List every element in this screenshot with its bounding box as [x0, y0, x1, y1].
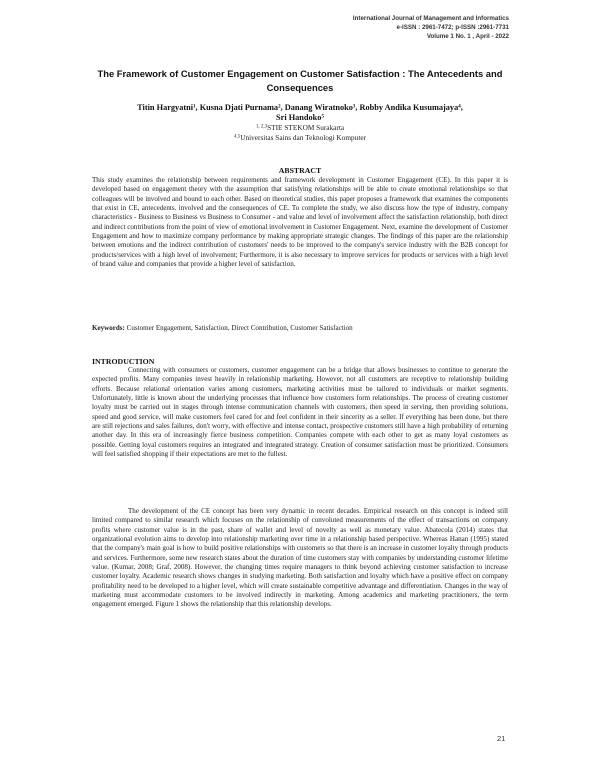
affiliation-sup: 1, 2,3 — [255, 124, 268, 130]
abstract-text: This study examines the relationship between requirements and framework development in Customer Engagement (CE). In this paper it is developed based on engagement theory with the assumption that satisfying relationships will be able to create emotional relationships so that colleagues will be involved and bound to each other. Based on theoretical studies, this paper proposes a framework that examines the components that exist in CE, antecedents. involved and the consequences of CE. To complete the study, we also discuss how the type of industry, company characteristics - Business to Business vs Business to Consumer - and value and level of involvement affect the satisfaction relationship, both direct and indirect contributions from the point of view of emotional involvement in Customer Engagement. Next, examine the development of Customer Engagement and how to maximize company performance by making appropriate strategic changes. The findings of this paper are the relationship between emotions and the indirect contribution of customers' needs to be improved to the company's service industry with the B2B concept for products/services with a high level of involvement; Furthermore, it is also necessary to improve services for products or services with a high level of brand value and companies that provide a higher level of satisfaction. — [92, 176, 508, 269]
author-name: Kusna Djati Purnama — [199, 103, 279, 112]
author-sup: 3 — [352, 104, 356, 110]
author-name: Titin Hargyatni — [137, 103, 194, 112]
affiliation-sup: 4,5 — [233, 134, 241, 139]
page-number: 21 — [497, 734, 506, 743]
journal-name: International Journal of Management and Informatics — [352, 15, 509, 22]
journal-issn: e-ISSN : 2961-7472; p-ISSN :2961-7731 — [396, 24, 509, 32]
affiliation-line — [92, 133, 508, 143]
author-sup: 1 — [193, 104, 196, 110]
author-list: Titin Hargyatni$^1$, Kusna Djati Purnama$^2$, Danang Wiratnoko$^3$, Robby Andika Kusumajaya$^4$, Sri Handoko$^5$ — [137, 103, 463, 122]
author-name: Danang Wiratnoko — [284, 103, 353, 112]
paper-title: The Framework of Customer Engagement on Customer Satisfaction : The Antecedents and Consequences — [97, 68, 503, 93]
introduction-paragraph-1: Connecting with consumers or customers, customer engagement can be a bridge that allows businesses to continue to generate the expected profits. Many companies invest heavily in relationship marketing. However, not all customers are receptive to relationship building efforts. Because relational orientation varies among customers, marketing activities must be tailored to individuals or market segments. Unfortunately, little is known about the underlying processes that influence how customers form relationships. The process of creating customer loyalty must be carried out in stages through intense communication channels with customers, then speed in serving, then providing solutions, speed and good service, will make customers feel cared for and feel confident in their sincerity as a seller. If everything has been done, but there are still rejections and sales failures, don't worry, with effective and intense contact, prospective customers still have a high probability of returning another day. In this era of increasingly fierce business competition. Companies compete with each other to get as many loyal customers as possible. Getting loyal customers requires an integrated and integrated strategy. Creation of consumer satisfaction must be prioritized. Consumers will feel satisfied shopping if their expectations are met to the fullest. — [92, 366, 508, 459]
author-sup: 5 — [321, 114, 324, 120]
affiliation-text: STIE STEKOM Surakarta — [267, 123, 345, 132]
affiliation-line — [92, 123, 508, 133]
introduction-paragraph-2: The development of the CE concept has been very dynamic in recent decades. Empirical research on this concept is indeed still limited compared to similar research which focuses on the relationship of convoluted measurements of the effect of transactions on company profits where customer value is in the past, share of wallet and level of novelty as well as monetary value. Abatecola (2014) states that organizational evolution aims to develop into relationship marketing over time in a relationship based perspective. Whereas Hanan (1995) stated that the company's main goal is how to build positive relationships with customers so that there is an increase in customer loyalty through products and services. Furthermore, some new research states about the duration of time customers stay with companies by understanding customer lifetime value. (Kumar, 2008; Graf, 2008). However, the changing times require managers to think beyond achieving customer satisfaction to increase customer loyalty. Academic research shows changes in studying marketing. Both satisfaction and loyalty which have a positive effect on company profitability need to be developed to a higher level, which will create sustainable competitive advantage and differentiation. Changes in the way of marketing must accommodate customers to be involved indirectly in marketing. Among academics and marketing practitioners, the term engagement emerged. Figure 1 shows the relationship that this relationship develops. — [92, 507, 508, 609]
introduction-heading: INTRODUCTION — [92, 357, 155, 366]
author-sup: 2 — [278, 104, 281, 110]
abstract-heading: ABSTRACT — [278, 166, 322, 175]
keywords-text: Customer Engagement, Satisfaction, Direct Contribution, Customer Satisfaction — [126, 324, 353, 332]
author-sup: 4 — [458, 104, 461, 110]
keywords-label: Keywords: — [92, 324, 125, 332]
keywords — [92, 324, 508, 333]
author-name: Sri Handoko — [276, 113, 322, 122]
affiliation-text: Universitas Sains dan Teknologi Komputer — [240, 132, 367, 142]
affiliations — [92, 123, 508, 142]
author-name: Robby Andika Kusumajaya — [359, 103, 459, 112]
journal-volume: Volume 1 No. 1 , April - 2022 — [426, 33, 509, 41]
journal-header — [353, 14, 509, 42]
